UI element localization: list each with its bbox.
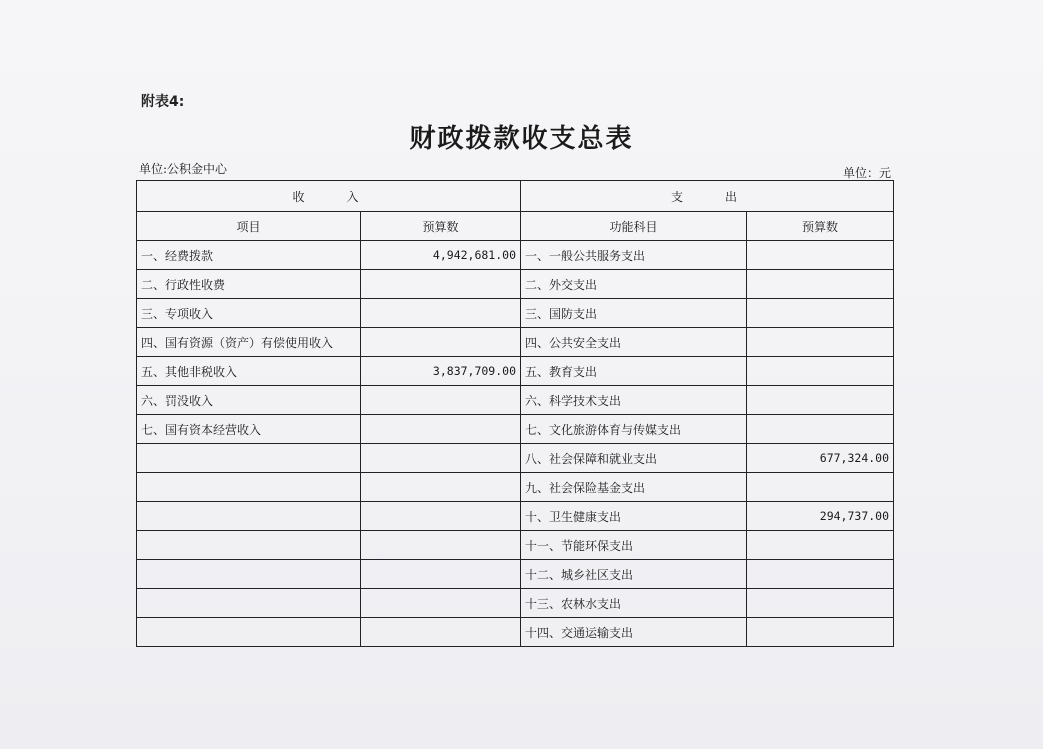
unit-currency: 单位：元 xyxy=(843,166,892,180)
income-amount-cell xyxy=(361,270,521,299)
expense-amount-cell xyxy=(747,415,894,444)
expense-header: 支 出 xyxy=(521,181,894,212)
col-function-header: 功能科目 xyxy=(521,212,747,241)
income-amount-cell xyxy=(361,560,521,589)
col-budget-out-header: 预算数 xyxy=(747,212,894,241)
income-amount-cell xyxy=(361,473,521,502)
income-item-cell xyxy=(137,473,361,502)
expense-amount-cell xyxy=(747,241,894,270)
income-amount-cell xyxy=(361,386,521,415)
income-item-cell xyxy=(137,560,361,589)
page-title: 财政拨款收支总表 xyxy=(409,124,634,154)
table-header-columns xyxy=(137,212,894,241)
expense-amount-cell xyxy=(747,270,894,299)
income-amount-cell: 4,942,681.00 xyxy=(361,241,521,270)
table-row xyxy=(137,270,894,299)
income-item-cell xyxy=(137,589,361,618)
expense-amount-cell: 677,324.00 xyxy=(747,444,894,473)
table-row xyxy=(137,589,894,618)
table-header-group xyxy=(137,181,894,212)
expense-item-cell: 四、公共安全支出 xyxy=(521,328,747,357)
table-row xyxy=(137,473,894,502)
table-row xyxy=(137,444,894,473)
expense-item-cell: 九、社会保险基金支出 xyxy=(521,473,747,502)
col-item-header: 项目 xyxy=(137,212,361,241)
income-item-cell: 四、国有资源（资产）有偿使用收入 xyxy=(137,328,361,357)
income-amount-cell xyxy=(361,415,521,444)
table-row xyxy=(137,560,894,589)
income-item-cell xyxy=(137,531,361,560)
budget-table xyxy=(136,180,894,647)
expense-amount-cell xyxy=(747,299,894,328)
income-item-cell: 一、经费拨款 xyxy=(137,241,361,270)
income-item-cell: 五、其他非税收入 xyxy=(137,357,361,386)
table-row xyxy=(137,618,894,647)
table-row xyxy=(137,386,894,415)
income-item-cell: 六、罚没收入 xyxy=(137,386,361,415)
expense-item-cell: 十、卫生健康支出 xyxy=(521,502,747,531)
income-item-cell: 二、行政性收费 xyxy=(137,270,361,299)
expense-amount-cell: 294,737.00 xyxy=(747,502,894,531)
table-row xyxy=(137,241,894,270)
attachment-label: 附表4: xyxy=(141,94,185,110)
expense-item-cell: 八、社会保障和就业支出 xyxy=(521,444,747,473)
expense-item-cell: 六、科学技术支出 xyxy=(521,386,747,415)
table-row xyxy=(137,357,894,386)
income-amount-cell xyxy=(361,502,521,531)
expense-amount-cell xyxy=(747,589,894,618)
income-header: 收 入 xyxy=(137,181,521,212)
expense-amount-cell xyxy=(747,531,894,560)
income-item-cell xyxy=(137,502,361,531)
expense-item-cell: 二、外交支出 xyxy=(521,270,747,299)
expense-amount-cell xyxy=(747,386,894,415)
income-amount-cell xyxy=(361,299,521,328)
income-item-cell: 七、国有资本经营收入 xyxy=(137,415,361,444)
expense-amount-cell xyxy=(747,328,894,357)
expense-item-cell: 十四、交通运输支出 xyxy=(521,618,747,647)
income-amount-cell xyxy=(361,589,521,618)
income-amount-cell xyxy=(361,444,521,473)
expense-item-cell: 十三、农林水支出 xyxy=(521,589,747,618)
expense-item-cell: 五、教育支出 xyxy=(521,357,747,386)
table-row xyxy=(137,299,894,328)
table-row xyxy=(137,328,894,357)
expense-item-cell: 十一、节能环保支出 xyxy=(521,531,747,560)
expense-amount-cell xyxy=(747,618,894,647)
table-row xyxy=(137,415,894,444)
income-item-cell xyxy=(137,444,361,473)
expense-item-cell: 三、国防支出 xyxy=(521,299,747,328)
income-item-cell: 三、专项收入 xyxy=(137,299,361,328)
expense-amount-cell xyxy=(747,357,894,386)
expense-amount-cell xyxy=(747,473,894,502)
expense-item-cell: 七、文化旅游体育与传媒支出 xyxy=(521,415,747,444)
expense-item-cell: 一、一般公共服务支出 xyxy=(521,241,747,270)
unit-organization: 单位:公积金中心 xyxy=(139,162,228,176)
income-amount-cell xyxy=(361,531,521,560)
expense-item-cell: 十二、城乡社区支出 xyxy=(521,560,747,589)
col-budget-in-header: 预算数 xyxy=(361,212,521,241)
table-row xyxy=(137,502,894,531)
income-item-cell xyxy=(137,618,361,647)
income-amount-cell: 3,837,709.00 xyxy=(361,357,521,386)
table-row xyxy=(137,531,894,560)
income-amount-cell xyxy=(361,328,521,357)
expense-amount-cell xyxy=(747,560,894,589)
income-amount-cell xyxy=(361,618,521,647)
